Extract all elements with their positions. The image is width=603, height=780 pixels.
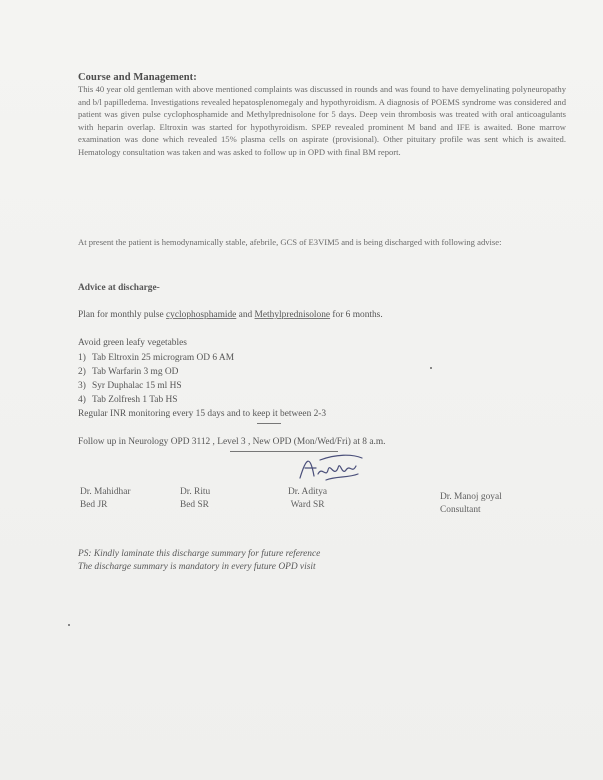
course-paragraph: This 40 year old gentleman with above mentioned complaints was discussed in rounds and was found to have demyelinating polyneuropathy and b/l papilledema. Investigations revealed hepatosplenomegaly and hypothyroidism. A diagnosis of POEMS syndrome was considered and patient was given pulse cyclophosphamide and Methylprednisolone for 5 days. Deep vein thrombosis was treated with oral anticoagulants with heparin overlap. Eltroxin was started for hypothyroidism. SPEP revealed prominent M band and IFE is awaited. Bone marrow examination was done which revealed 15% plasma cells on aspirate (provisional). Other pituitary profile was sent which is awaited. Hematology consultation was taken and was asked to follow up in OPD with final BM report.: [78, 84, 566, 157]
signatory-ward-sr: [288, 486, 327, 512]
inr-underline-mark: [257, 423, 281, 424]
medication-text: Tab Eltroxin 25 microgram OD 6 AM: [92, 353, 235, 363]
diet-advice: Avoid green leafy vegetables: [78, 338, 187, 348]
followup-advice: Follow up in Neurology OPD 3112 , Level 3 , New OPD (Mon/Wed/Fri) at 8 a.m.: [78, 437, 386, 447]
medication-number: 4): [78, 395, 86, 405]
signatory-role: Bed SR: [180, 500, 209, 510]
plan-drug-cyclophosphamide: cyclophosphamide: [166, 310, 237, 320]
ps-line-mandatory: The discharge summary is mandatory in every future OPD visit: [78, 562, 316, 572]
signatory-name: Dr. Ritu: [180, 487, 211, 497]
medication-item: [78, 365, 234, 379]
handwritten-signature: [296, 448, 366, 486]
signatory-role: Bed JR: [80, 500, 108, 510]
medication-number: 3): [78, 381, 86, 391]
ps-note: [78, 548, 320, 574]
medication-text: Tab Zolfresh 1 Tab HS: [92, 395, 178, 405]
plan-suffix: for 6 months.: [330, 310, 383, 320]
medication-number: 2): [78, 367, 86, 377]
signatory-name: Dr. Aditya: [288, 487, 328, 497]
medication-list: [78, 351, 234, 407]
signatory-bed-jr: [80, 486, 131, 512]
signatory-bed-sr: [180, 486, 210, 512]
plan-prefix: Plan for monthly pulse: [78, 310, 167, 320]
medication-item: [78, 393, 234, 407]
plan-middle: and: [236, 310, 255, 320]
plan-drug-methylprednisolone: Methylprednisolone: [254, 310, 331, 320]
medication-number: 1): [78, 353, 86, 363]
medication-text: Tab Warfarin 3 mg OD: [92, 367, 179, 377]
ps-line-laminate: PS: Kindly laminate this discharge summary for future reference: [78, 549, 321, 559]
inr-advice: Regular INR monitoring every 15 days and to keep it between 2-3: [78, 409, 327, 419]
plan-line: [78, 310, 383, 320]
medication-item: [78, 379, 234, 393]
medication-item: [78, 351, 234, 365]
speck-mark: [430, 367, 432, 369]
course-heading: Course and Management:: [78, 72, 197, 83]
signatory-name: Dr. Manoj goyal: [440, 492, 502, 502]
advice-heading: Advice at discharge-: [78, 283, 160, 293]
status-paragraph: At present the patient is hemodynamically stable, afebrile, GCS of E3VIM5 and is being discharged with following advise:: [78, 237, 502, 247]
speck-mark: [68, 624, 70, 626]
signatory-role: Ward SR: [290, 500, 325, 510]
signatory-role: Consultant: [440, 505, 481, 515]
signatory-consultant: [440, 491, 502, 517]
signatory-name: Dr. Mahidhar: [80, 487, 131, 497]
medication-text: Syr Duphalac 15 ml HS: [92, 381, 182, 391]
